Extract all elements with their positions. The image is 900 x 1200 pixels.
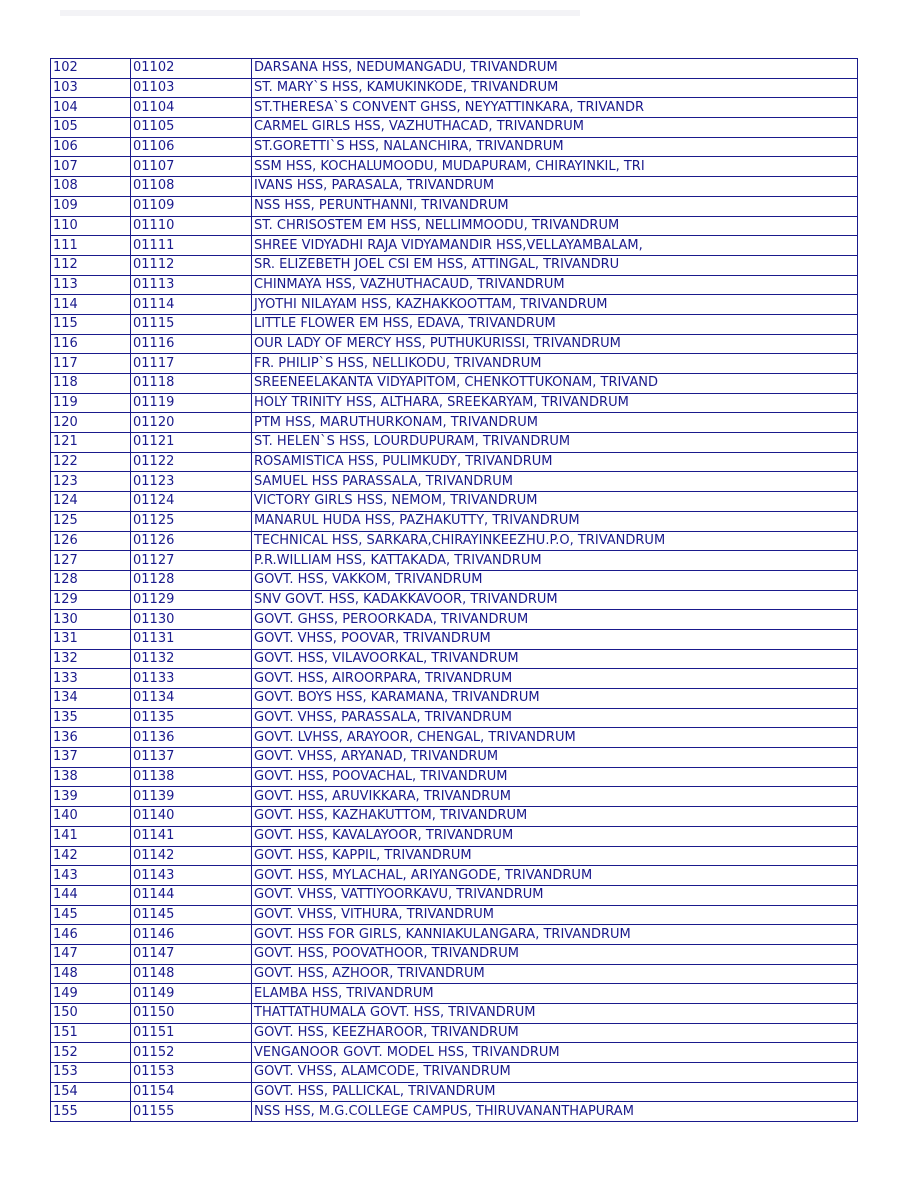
serial-number-cell: 150 — [51, 1004, 131, 1024]
table-row — [51, 669, 858, 689]
serial-number-cell: 123 — [51, 472, 131, 492]
serial-number-cell: 146 — [51, 925, 131, 945]
serial-number-cell: 114 — [51, 295, 131, 315]
table-row — [51, 413, 858, 433]
school-name-cell: JYOTHI NILAYAM HSS, KAZHAKKOOTTAM, TRIVANDRUM — [252, 295, 858, 315]
school-name-cell: GOVT. VHSS, VITHURA, TRIVANDRUM — [252, 905, 858, 925]
school-code-cell: 01111 — [131, 236, 252, 256]
school-name-cell: TECHNICAL HSS, SARKARA,CHIRAYINKEEZHU.P.O, TRIVANDRUM — [252, 531, 858, 551]
school-code-cell: 01152 — [131, 1043, 252, 1063]
serial-number-cell: 141 — [51, 826, 131, 846]
school-code-cell: 01118 — [131, 374, 252, 394]
table-row — [51, 944, 858, 964]
serial-number-cell: 137 — [51, 748, 131, 768]
school-code-cell: 01143 — [131, 866, 252, 886]
school-name-cell: GOVT. LVHSS, ARAYOOR, CHENGAL, TRIVANDRUM — [252, 728, 858, 748]
school-name-cell: VICTORY GIRLS HSS, NEMOM, TRIVANDRUM — [252, 492, 858, 512]
table-row — [51, 1102, 858, 1122]
school-code-cell: 01117 — [131, 354, 252, 374]
school-name-cell: NSS HSS, PERUNTHANNI, TRIVANDRUM — [252, 196, 858, 216]
school-name-cell: P.R.WILLIAM HSS, KATTAKADA, TRIVANDRUM — [252, 551, 858, 571]
serial-number-cell: 147 — [51, 944, 131, 964]
school-code-cell: 01116 — [131, 334, 252, 354]
school-list-table — [50, 58, 858, 1122]
table-row — [51, 1043, 858, 1063]
table-row — [51, 925, 858, 945]
school-code-cell: 01130 — [131, 610, 252, 630]
table-row — [51, 354, 858, 374]
school-name-cell: THATTATHUMALA GOVT. HSS, TRIVANDRUM — [252, 1004, 858, 1024]
serial-number-cell: 112 — [51, 255, 131, 275]
table-row — [51, 157, 858, 177]
serial-number-cell: 154 — [51, 1082, 131, 1102]
serial-number-cell: 129 — [51, 590, 131, 610]
table-row — [51, 472, 858, 492]
school-code-cell: 01136 — [131, 728, 252, 748]
table-row — [51, 866, 858, 886]
table-row — [51, 570, 858, 590]
serial-number-cell: 105 — [51, 118, 131, 138]
serial-number-cell: 115 — [51, 314, 131, 334]
school-name-cell: GOVT. VHSS, ARYANAD, TRIVANDRUM — [252, 748, 858, 768]
school-code-cell: 01145 — [131, 905, 252, 925]
school-code-cell: 01113 — [131, 275, 252, 295]
serial-number-cell: 139 — [51, 787, 131, 807]
school-code-cell: 01129 — [131, 590, 252, 610]
school-name-cell: GOVT. VHSS, ALAMCODE, TRIVANDRUM — [252, 1063, 858, 1083]
serial-number-cell: 111 — [51, 236, 131, 256]
school-name-cell: GOVT. HSS, VILAVOORKAL, TRIVANDRUM — [252, 649, 858, 669]
table-row — [51, 689, 858, 709]
table-row — [51, 767, 858, 787]
serial-number-cell: 140 — [51, 807, 131, 827]
serial-number-cell: 126 — [51, 531, 131, 551]
serial-number-cell: 138 — [51, 767, 131, 787]
serial-number-cell: 144 — [51, 885, 131, 905]
serial-number-cell: 132 — [51, 649, 131, 669]
table-row — [51, 137, 858, 157]
table-row — [51, 177, 858, 197]
school-name-cell: ST.THERESA`S CONVENT GHSS, NEYYATTINKARA, TRIVANDR — [252, 98, 858, 118]
school-name-cell: GOVT. HSS, KEEZHAROOR, TRIVANDRUM — [252, 1023, 858, 1043]
school-name-cell: GOVT. HSS FOR GIRLS, KANNIAKULANGARA, TRIVANDRUM — [252, 925, 858, 945]
serial-number-cell: 125 — [51, 511, 131, 531]
school-code-cell: 01102 — [131, 59, 252, 79]
school-name-cell: ST. CHRISOSTEM EM HSS, NELLIMMOODU, TRIVANDRUM — [252, 216, 858, 236]
school-name-cell: FR. PHILIP`S HSS, NELLIKODU, TRIVANDRUM — [252, 354, 858, 374]
school-code-cell: 01127 — [131, 551, 252, 571]
serial-number-cell: 136 — [51, 728, 131, 748]
table-row — [51, 433, 858, 453]
serial-number-cell: 119 — [51, 393, 131, 413]
school-name-cell: SHREE VIDYADHI RAJA VIDYAMANDIR HSS,VELLAYAMBALAM, — [252, 236, 858, 256]
table-row — [51, 905, 858, 925]
serial-number-cell: 153 — [51, 1063, 131, 1083]
serial-number-cell: 113 — [51, 275, 131, 295]
serial-number-cell: 109 — [51, 196, 131, 216]
serial-number-cell: 130 — [51, 610, 131, 630]
school-code-cell: 01128 — [131, 570, 252, 590]
table-row — [51, 275, 858, 295]
school-name-cell: CHINMAYA HSS, VAZHUTHACAUD, TRIVANDRUM — [252, 275, 858, 295]
header-band — [60, 10, 580, 16]
table-row — [51, 1063, 858, 1083]
serial-number-cell: 107 — [51, 157, 131, 177]
table-row — [51, 492, 858, 512]
school-code-cell: 01114 — [131, 295, 252, 315]
school-code-cell: 01146 — [131, 925, 252, 945]
school-name-cell: SR. ELIZEBETH JOEL CSI EM HSS, ATTINGAL, TRIVANDRU — [252, 255, 858, 275]
table-row — [51, 748, 858, 768]
school-name-cell: SSM HSS, KOCHALUMOODU, MUDAPURAM, CHIRAYINKIL, TRI — [252, 157, 858, 177]
school-code-cell: 01137 — [131, 748, 252, 768]
serial-number-cell: 135 — [51, 708, 131, 728]
table-row — [51, 984, 858, 1004]
school-name-cell: PTM HSS, MARUTHURKONAM, TRIVANDRUM — [252, 413, 858, 433]
serial-number-cell: 127 — [51, 551, 131, 571]
school-name-cell: ST. MARY`S HSS, KAMUKINKODE, TRIVANDRUM — [252, 78, 858, 98]
serial-number-cell: 131 — [51, 629, 131, 649]
table-row — [51, 629, 858, 649]
school-name-cell: OUR LADY OF MERCY HSS, PUTHUKURISSI, TRIVANDRUM — [252, 334, 858, 354]
serial-number-cell: 133 — [51, 669, 131, 689]
serial-number-cell: 102 — [51, 59, 131, 79]
school-name-cell: GOVT. GHSS, PEROORKADA, TRIVANDRUM — [252, 610, 858, 630]
school-code-cell: 01155 — [131, 1102, 252, 1122]
school-code-cell: 01141 — [131, 826, 252, 846]
school-code-cell: 01150 — [131, 1004, 252, 1024]
table-row — [51, 295, 858, 315]
school-code-cell: 01135 — [131, 708, 252, 728]
school-name-cell: HOLY TRINITY HSS, ALTHARA, SREEKARYAM, TRIVANDRUM — [252, 393, 858, 413]
school-code-cell: 01109 — [131, 196, 252, 216]
school-code-cell: 01142 — [131, 846, 252, 866]
table-row — [51, 610, 858, 630]
serial-number-cell: 151 — [51, 1023, 131, 1043]
serial-number-cell: 128 — [51, 570, 131, 590]
serial-number-cell: 142 — [51, 846, 131, 866]
school-code-cell: 01105 — [131, 118, 252, 138]
school-code-cell: 01139 — [131, 787, 252, 807]
serial-number-cell: 122 — [51, 452, 131, 472]
school-code-cell: 01151 — [131, 1023, 252, 1043]
table-row — [51, 216, 858, 236]
table-row — [51, 728, 858, 748]
serial-number-cell: 110 — [51, 216, 131, 236]
table-row — [51, 1004, 858, 1024]
school-name-cell: GOVT. HSS, POOVACHAL, TRIVANDRUM — [252, 767, 858, 787]
school-code-cell: 01119 — [131, 393, 252, 413]
school-name-cell: SREENEELAKANTA VIDYAPITOM, CHENKOTTUKONAM, TRIVAND — [252, 374, 858, 394]
school-code-cell: 01126 — [131, 531, 252, 551]
school-name-cell: GOVT. VHSS, POOVAR, TRIVANDRUM — [252, 629, 858, 649]
school-code-cell: 01148 — [131, 964, 252, 984]
school-code-cell: 01147 — [131, 944, 252, 964]
school-code-cell: 01121 — [131, 433, 252, 453]
school-code-cell: 01154 — [131, 1082, 252, 1102]
table-row — [51, 1082, 858, 1102]
school-name-cell: GOVT. BOYS HSS, KARAMANA, TRIVANDRUM — [252, 689, 858, 709]
school-name-cell: NSS HSS, M.G.COLLEGE CAMPUS, THIRUVANANTHAPURAM — [252, 1102, 858, 1122]
table-row — [51, 78, 858, 98]
school-name-cell: GOVT. HSS, ARUVIKKARA, TRIVANDRUM — [252, 787, 858, 807]
school-name-cell: SAMUEL HSS PARASSALA, TRIVANDRUM — [252, 472, 858, 492]
table-row — [51, 374, 858, 394]
serial-number-cell: 155 — [51, 1102, 131, 1122]
serial-number-cell: 145 — [51, 905, 131, 925]
table-row — [51, 649, 858, 669]
school-code-cell: 01112 — [131, 255, 252, 275]
school-code-cell: 01124 — [131, 492, 252, 512]
table-row — [51, 334, 858, 354]
school-name-cell: GOVT. HSS, PALLICKAL, TRIVANDRUM — [252, 1082, 858, 1102]
school-name-cell: CARMEL GIRLS HSS, VAZHUTHACAD, TRIVANDRUM — [252, 118, 858, 138]
table-row — [51, 255, 858, 275]
school-name-cell: DARSANA HSS, NEDUMANGADU, TRIVANDRUM — [252, 59, 858, 79]
school-name-cell: MANARUL HUDA HSS, PAZHAKUTTY, TRIVANDRUM — [252, 511, 858, 531]
school-code-cell: 01103 — [131, 78, 252, 98]
school-name-cell: GOVT. HSS, VAKKOM, TRIVANDRUM — [252, 570, 858, 590]
school-code-cell: 01144 — [131, 885, 252, 905]
school-code-cell: 01122 — [131, 452, 252, 472]
school-code-cell: 01140 — [131, 807, 252, 827]
school-name-cell: VENGANOOR GOVT. MODEL HSS, TRIVANDRUM — [252, 1043, 858, 1063]
school-code-cell: 01123 — [131, 472, 252, 492]
school-code-cell: 01138 — [131, 767, 252, 787]
school-code-cell: 01133 — [131, 669, 252, 689]
serial-number-cell: 103 — [51, 78, 131, 98]
school-code-cell: 01125 — [131, 511, 252, 531]
school-code-cell: 01106 — [131, 137, 252, 157]
school-name-cell: LITTLE FLOWER EM HSS, EDAVA, TRIVANDRUM — [252, 314, 858, 334]
serial-number-cell: 143 — [51, 866, 131, 886]
school-name-cell: GOVT. VHSS, VATTIYOORKAVU, TRIVANDRUM — [252, 885, 858, 905]
serial-number-cell: 108 — [51, 177, 131, 197]
table-row — [51, 531, 858, 551]
school-code-cell: 01149 — [131, 984, 252, 1004]
school-code-cell: 01153 — [131, 1063, 252, 1083]
table-row — [51, 590, 858, 610]
school-name-cell: GOVT. HSS, KAZHAKUTTOM, TRIVANDRUM — [252, 807, 858, 827]
school-name-cell: GOVT. HSS, POOVATHOOR, TRIVANDRUM — [252, 944, 858, 964]
serial-number-cell: 120 — [51, 413, 131, 433]
school-code-cell: 01131 — [131, 629, 252, 649]
table-row — [51, 452, 858, 472]
table-row — [51, 118, 858, 138]
school-name-cell: GOVT. HSS, AZHOOR, TRIVANDRUM — [252, 964, 858, 984]
school-code-cell: 01107 — [131, 157, 252, 177]
school-name-cell: GOVT. VHSS, PARASSALA, TRIVANDRUM — [252, 708, 858, 728]
school-name-cell: GOVT. HSS, AIROORPARA, TRIVANDRUM — [252, 669, 858, 689]
school-name-cell: ELAMBA HSS, TRIVANDRUM — [252, 984, 858, 1004]
school-code-cell: 01110 — [131, 216, 252, 236]
school-name-cell: GOVT. HSS, MYLACHAL, ARIYANGODE, TRIVANDRUM — [252, 866, 858, 886]
school-code-cell: 01132 — [131, 649, 252, 669]
serial-number-cell: 134 — [51, 689, 131, 709]
school-name-cell: SNV GOVT. HSS, KADAKKAVOOR, TRIVANDRUM — [252, 590, 858, 610]
serial-number-cell: 149 — [51, 984, 131, 1004]
school-name-cell: GOVT. HSS, KAVALAYOOR, TRIVANDRUM — [252, 826, 858, 846]
table-row — [51, 511, 858, 531]
school-code-cell: 01104 — [131, 98, 252, 118]
school-code-cell: 01134 — [131, 689, 252, 709]
school-code-cell: 01115 — [131, 314, 252, 334]
serial-number-cell: 106 — [51, 137, 131, 157]
school-name-cell: ST. HELEN`S HSS, LOURDUPURAM, TRIVANDRUM — [252, 433, 858, 453]
serial-number-cell: 104 — [51, 98, 131, 118]
school-code-cell: 01120 — [131, 413, 252, 433]
table-row — [51, 1023, 858, 1043]
serial-number-cell: 121 — [51, 433, 131, 453]
table-row — [51, 708, 858, 728]
table-row — [51, 551, 858, 571]
serial-number-cell: 148 — [51, 964, 131, 984]
school-name-cell: IVANS HSS, PARASALA, TRIVANDRUM — [252, 177, 858, 197]
school-name-cell: GOVT. HSS, KAPPIL, TRIVANDRUM — [252, 846, 858, 866]
school-name-cell: ROSAMISTICA HSS, PULIMKUDY, TRIVANDRUM — [252, 452, 858, 472]
serial-number-cell: 118 — [51, 374, 131, 394]
table-row — [51, 787, 858, 807]
table-row — [51, 59, 858, 79]
school-code-cell: 01108 — [131, 177, 252, 197]
table-row — [51, 964, 858, 984]
table-row — [51, 236, 858, 256]
serial-number-cell: 124 — [51, 492, 131, 512]
serial-number-cell: 117 — [51, 354, 131, 374]
table-row — [51, 885, 858, 905]
school-name-cell: ST.GORETTI`S HSS, NALANCHIRA, TRIVANDRUM — [252, 137, 858, 157]
table-row — [51, 807, 858, 827]
table-body — [51, 59, 858, 1122]
table-row — [51, 846, 858, 866]
table-row — [51, 196, 858, 216]
serial-number-cell: 152 — [51, 1043, 131, 1063]
table-row — [51, 314, 858, 334]
serial-number-cell: 116 — [51, 334, 131, 354]
table-row — [51, 393, 858, 413]
table-row — [51, 826, 858, 846]
table-row — [51, 98, 858, 118]
